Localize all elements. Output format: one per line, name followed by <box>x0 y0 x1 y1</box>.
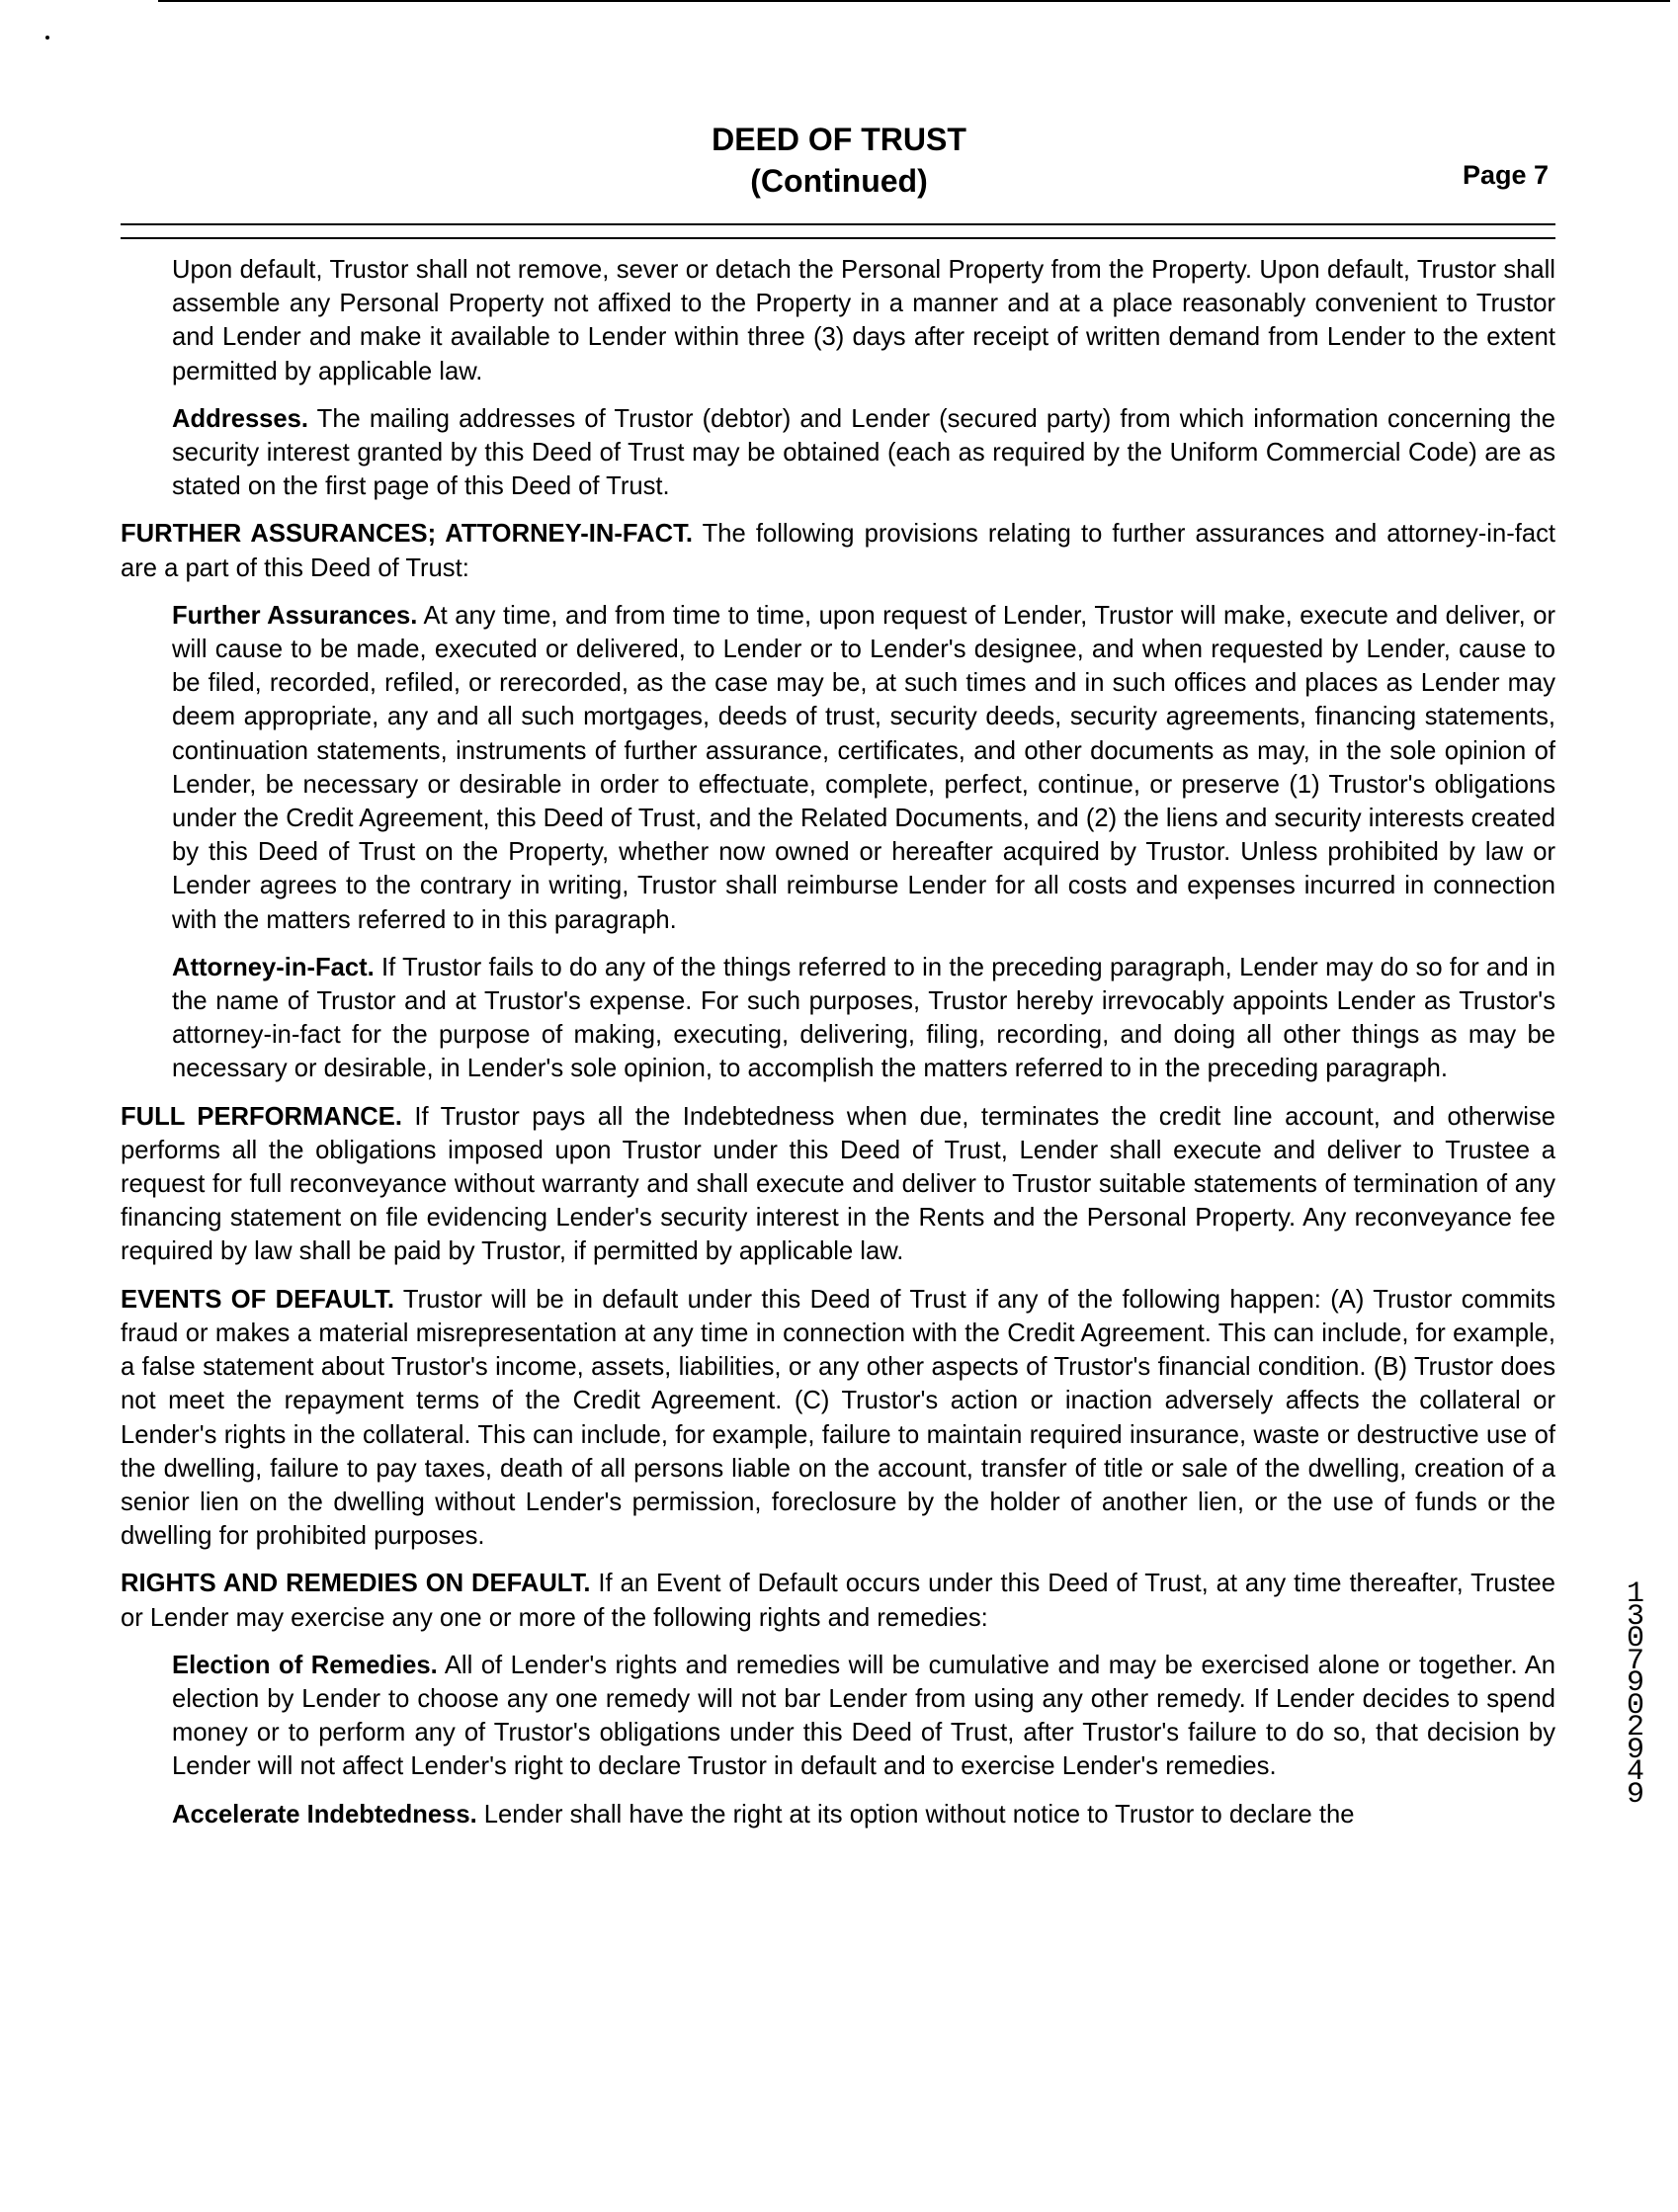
section-events-of-default <box>121 1283 1555 1554</box>
paragraph-text: Trustor will be in default under this Deed of Trust if any of the following happen: (A) Trustor commits fraud or makes a material misrepresentation at any time in connection with the Credit Agreement. This can include, for example, a false statement about Trustor's income, assets, liabilities, or any other aspects of Trustor's financial condition. (B) Trustor does not meet the repayment terms of the Credit Agreement. (C) Trustor's action or inaction adversely affects the collateral or Lender's rights in the collateral. This can include, for example, failure to maintain required insurance, waste or destructive use of the dwelling, failure to pay taxes, death of all persons liable on the account, transfer of title or sale of the dwelling, creation of a senior lien on the dwelling without Lender's permission, foreclosure by the holder of another lien, or the use of funds or the dwelling for prohibited purposes. <box>121 1285 1555 1551</box>
document-subtitle: (Continued) <box>750 163 928 199</box>
section-heading: EVENTS OF DEFAULT. <box>121 1285 395 1314</box>
section-full-performance <box>121 1100 1555 1269</box>
page-number: Page 7 <box>1463 160 1550 190</box>
paragraph-text: If Trustor pays all the Indebtedness when due, terminates the credit line account, and otherwise performs all the obligations imposed upon Trustor under this Deed of Trust, Lender shall execute and deliver to Trustee a request for full reconveyance without warranty and shall execute and deliver to Trustor suitable statements of termination of any financing statement on file evidencing Lender's security interest in the Rents and the Personal Property. Any reconveyance fee required by law shall be paid by Trustor, if permitted by applicable law. <box>121 1102 1556 1266</box>
document-title: DEED OF TRUST <box>712 122 966 157</box>
paragraph-text: If an Event of Default occurs under this Deed of Trust, at any time thereafter, Trustee or Lender may exercise any one or more of the following rights and remedies: <box>121 1570 1555 1632</box>
paragraph-lead: Addresses. <box>172 404 308 433</box>
section-heading: RIGHTS AND REMEDIES ON DEFAULT. <box>121 1570 591 1598</box>
paragraph-personal-property-default <box>172 253 1555 388</box>
paragraph-addresses <box>172 402 1555 504</box>
paragraph-text: Lender shall have the right at its option without notice to Trustor to declare the <box>476 1800 1355 1829</box>
document-header <box>0 119 1678 202</box>
paragraph-election-of-remedies <box>172 1649 1555 1784</box>
section-rights-and-remedies <box>121 1567 1555 1634</box>
section-heading: FULL PERFORMANCE. <box>121 1102 402 1131</box>
paragraph-lead: Accelerate Indebtedness. <box>172 1800 477 1829</box>
paragraph-accelerate-indebtedness <box>172 1798 1555 1831</box>
section-heading: FURTHER ASSURANCES; ATTORNEY-IN-FACT. <box>121 520 694 549</box>
section-further-assurances <box>121 517 1555 584</box>
paragraph-text: All of Lender's rights and remedies will be cumulative and may be exercised alone or together. An election by Lender to choose any one remedy will not bar Lender from using any other remedy. If Lender decides to spend money or to perform any of Trustor's obligations under this Deed of Trust, after Trustor's failure to do so, that decision by Lender will not affect Lender's right to declare Trustor in default and to exercise Lender's remedies. <box>172 1651 1555 1781</box>
recording-number-stamp: 13079 02949 <box>1626 1577 1644 1812</box>
top-border-line <box>158 0 1670 2</box>
paragraph-text: At any time, and from time to time, upon request of Lender, Trustor will make, execute and deliver, or will cause to be made, executed or delivered, to Lender or to Lender's designee, and when requested by Lender, cause to be filed, recorded, refiled, or rerecorded, as the case may be, at such times and in such offices and places as Lender may deem appropriate, any and all such mortgages, deeds of trust, security deeds, security agreements, financing statements, continuation statements, instruments of further assurance, certificates, and other documents as may, in the sole opinion of Lender, be necessary or desirable in order to effectuate, complete, perfect, continue, or preserve (1) Trustor's obligations under the Credit Agreement, this Deed of Trust, and the Related Documents, and (2) the liens and security interests created by this Deed of Trust on the Property, whether now owned or hereafter acquired by Trustor. Unless prohibited by law or Lender agrees to the contrary in writing, Trustor shall reimburse Lender for all costs and expenses incurred in connection with the matters referred to in this paragraph. <box>172 601 1555 934</box>
paragraph-text: Upon default, Trustor shall not remove, sever or detach the Personal Property from the Property. Upon default, Trustor shall assemble any Personal Property not affixed to the Property in a manner and at a place reasonably convenient to Trustor and Lender and make it available to Lender within three (3) days after receipt of written demand from Lender to the extent permitted by applicable law. <box>172 256 1555 385</box>
document-body <box>121 253 1555 1845</box>
paragraph-text: The mailing addresses of Trustor (debtor) and Lender (secured party) from which information concerning the security interest granted by this Deed of Trust may be obtained (each as required by the Uniform Commercial Code) are as stated on the first page of this Deed of Trust. <box>172 404 1555 501</box>
paragraph-lead: Election of Remedies. <box>172 1651 438 1679</box>
scan-speck <box>45 36 49 40</box>
paragraph-text: If Trustor fails to do any of the things referred to in the preceding paragraph, Lender may do so for and in the name of Trustor and at Trustor's expense. For such purposes, Trustor hereby irrevocably appoints Lender as Trustor's attorney-in-fact for the purpose of making, executing, delivering, filing, recording, and doing all other things as may be necessary or desirable, in Lender's sole opinion, to accomplish the matters referred to in the preceding paragraph. <box>172 953 1555 1083</box>
header-divider <box>121 223 1555 239</box>
paragraph-further-assurances <box>172 599 1555 937</box>
paragraph-lead: Further Assurances. <box>172 601 418 630</box>
paragraph-attorney-in-fact <box>172 951 1555 1086</box>
paragraph-lead: Attorney-in-Fact. <box>172 953 375 981</box>
paragraph-text: The following provisions relating to further assurances and attorney-in-fact are a part of this Deed of Trust: <box>121 520 1555 582</box>
